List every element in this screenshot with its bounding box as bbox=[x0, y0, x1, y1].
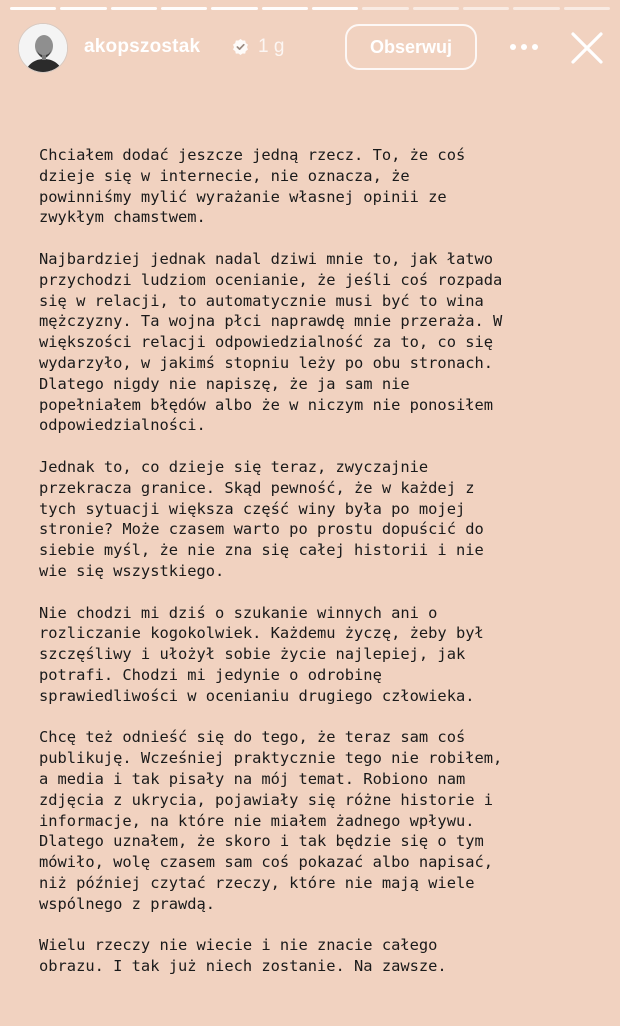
text-line: mężczyzny. Ta wojna płci naprawdę mnie przeraża. W bbox=[39, 312, 503, 331]
text-line: Nie chodzi mi dziś o szukanie winnych ani o bbox=[39, 603, 438, 622]
progress-segment bbox=[262, 7, 308, 10]
avatar[interactable] bbox=[18, 23, 68, 73]
text-line: zdjęcia z ukrycia, pojawiały się różne historie i bbox=[39, 790, 494, 809]
text-line: a media i tak pisały na mój temat. Robiono nam bbox=[39, 769, 466, 788]
story-text bbox=[39, 145, 599, 998]
text-paragraph bbox=[39, 457, 599, 582]
text-line: popełniałem błędów albo że w niczym nie ponosiłem bbox=[39, 395, 494, 414]
text-paragraph bbox=[39, 935, 599, 977]
text-line: szczęśliwy i ułożył sobie życie najlepiej, jak bbox=[39, 645, 466, 664]
progress-segment bbox=[161, 7, 207, 10]
story-header bbox=[0, 20, 620, 76]
story-progress-bar bbox=[10, 7, 610, 10]
text-line: publikuję. Wcześniej praktycznie tego nie robiłem, bbox=[39, 749, 503, 768]
text-line: Chcę też odnieść się do tego, że teraz sam coś bbox=[39, 728, 466, 747]
text-line: Dlatego uznałem, że skoro i tak będzie się o tym bbox=[39, 832, 484, 851]
progress-segment bbox=[211, 7, 257, 10]
text-line: się w relacji, to automatycznie musi być to wina bbox=[39, 291, 484, 310]
text-line: większości relacji odpowiedzialność za to, co się bbox=[39, 333, 494, 352]
text-line: informacje, na które nie miałem żadnego wpływu. bbox=[39, 811, 475, 830]
progress-segment bbox=[564, 7, 610, 10]
more-options-icon[interactable] bbox=[506, 34, 542, 60]
text-line: wydarzyło, w jakimś stopniu leży po obu stronach. bbox=[39, 353, 494, 372]
progress-segment bbox=[312, 7, 358, 10]
text-line: tych sytuacji większa część winy była po mojej bbox=[39, 499, 466, 518]
close-icon[interactable] bbox=[569, 30, 605, 66]
text-line: mówiło, wolę czasem sam coś pokazać albo napisać, bbox=[39, 853, 494, 872]
text-line: odpowiedzialności. bbox=[39, 416, 206, 435]
profile-photo-icon bbox=[19, 24, 68, 73]
progress-segment bbox=[413, 7, 459, 10]
text-line: rozliczanie kogokolwiek. Każdemu życzę, żeby był bbox=[39, 624, 484, 643]
post-time: 1 g bbox=[258, 36, 285, 57]
text-paragraph bbox=[39, 603, 599, 707]
text-line: sprawiedliwości w ocenianiu drugiego człowieka. bbox=[39, 686, 475, 705]
text-line: wspólnego z prawdą. bbox=[39, 894, 216, 913]
verified-badge-icon bbox=[232, 38, 249, 55]
text-paragraph bbox=[39, 145, 599, 228]
text-line: Dlatego nigdy nie napiszę, że ja sam nie bbox=[39, 374, 410, 393]
text-line: zwykłym chamstwem. bbox=[39, 208, 206, 227]
text-line: potrafi. Chodzi mi jedynie o odrobinę bbox=[39, 665, 382, 684]
progress-segment bbox=[10, 7, 56, 10]
progress-segment bbox=[111, 7, 157, 10]
text-line: Jednak to, co dzieje się teraz, zwyczajnie bbox=[39, 457, 429, 476]
text-line: przychodzi ludziom ocenianie, że jeśli coś rozpada bbox=[39, 270, 503, 289]
text-line: Wielu rzeczy nie wiecie i nie znacie całego bbox=[39, 936, 438, 955]
progress-segment bbox=[513, 7, 559, 10]
text-line: siebie myśl, że nie zna się całej historii i nie bbox=[39, 541, 484, 560]
text-line: dzieje się w internecie, nie oznacza, że bbox=[39, 166, 410, 185]
progress-segment bbox=[463, 7, 509, 10]
username[interactable]: akopszostak bbox=[84, 36, 201, 57]
progress-segment bbox=[362, 7, 408, 10]
text-line: Chciałem dodać jeszcze jedną rzecz. To, że coś bbox=[39, 146, 466, 164]
text-line: stronie? Może czasem warto po prostu dopuścić do bbox=[39, 520, 484, 539]
text-line: powinniśmy mylić wyrażanie własnej opinii ze bbox=[39, 187, 447, 206]
text-line: Najbardziej jednak nadal dziwi mnie to, jak łatwo bbox=[39, 249, 494, 268]
text-line: obrazu. I tak już niech zostanie. Na zawsze. bbox=[39, 957, 447, 976]
text-paragraph bbox=[39, 249, 599, 436]
text-line: przekracza granice. Skąd pewność, że w każdej z bbox=[39, 478, 475, 497]
progress-segment bbox=[60, 7, 106, 10]
text-paragraph bbox=[39, 727, 599, 914]
text-line: wie się wszystkiego. bbox=[39, 561, 225, 580]
text-line: niż później czytać rzeczy, które nie mają wiele bbox=[39, 873, 475, 892]
follow-button[interactable]: Obserwuj bbox=[345, 24, 477, 70]
